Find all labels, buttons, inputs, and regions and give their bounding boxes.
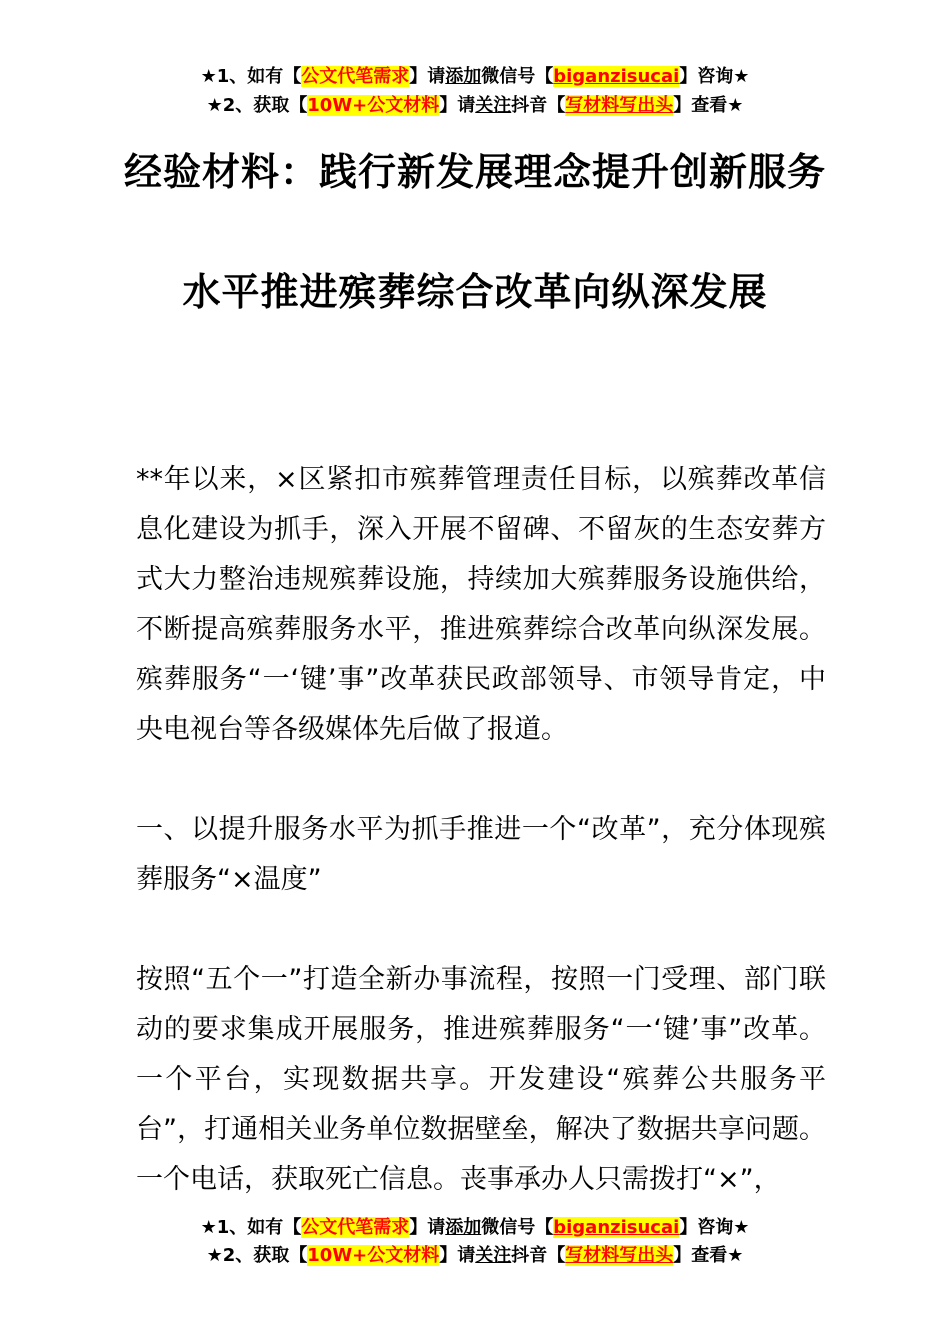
add-action-underline: 添加 [445, 66, 482, 87]
promo-text: 】查看★ [673, 95, 744, 116]
wechat-id-highlight: biganzisucai [553, 1217, 680, 1238]
promo-header-line1 [0, 62, 950, 91]
document-body [136, 455, 826, 1205]
promo-footer-line1 [0, 1214, 950, 1242]
materials-offer-highlight: 10W+公文材料 [307, 1245, 440, 1266]
promo-text: 】请 [409, 1217, 446, 1238]
douyin-handle-highlight: 写材料写出头 [565, 95, 674, 116]
promo-text: ★1、如有【 [200, 1217, 302, 1238]
document-title-line1: 经验材料：践行新发展理念提升创新服务 [123, 150, 826, 194]
promo-footer [0, 1214, 950, 1270]
add-action-underline: 添加 [445, 1217, 482, 1238]
promo-text: ★2、获取【 [206, 1245, 308, 1266]
promo-header-line2 [0, 91, 950, 120]
paragraph-section-1: 按照“五个一”打造全新办事流程，按照一门受理、部门联动的要求集成开展服务，推进殡葬服务“一‘键’事”改革。一个平台，实现数据共享。开发建设“殡葬公共服务平台”，打通相关业务单位数据壁垒，解决了数据共享问题。一个电话，获取死亡信息。丧事承办人只需拨打“×”， [136, 964, 826, 1195]
follow-action-underline: 关注 [475, 95, 512, 116]
promo-text: 】查看★ [673, 1245, 744, 1266]
promo-text: 】请 [439, 1245, 476, 1266]
materials-offer-highlight: 10W+公文材料 [307, 95, 440, 116]
promo-text: 抖音【 [511, 95, 566, 116]
promo-header [0, 62, 950, 120]
ghostwriting-service-highlight: 公文代笔需求 [301, 1217, 410, 1238]
ghostwriting-service-highlight: 公文代笔需求 [301, 66, 410, 87]
promo-text: ★1、如有【 [200, 66, 302, 87]
promo-text: 】请 [409, 66, 446, 87]
promo-text: 微信号【 [481, 1217, 554, 1238]
promo-text: 】请 [439, 95, 476, 116]
promo-text: 微信号【 [481, 66, 554, 87]
promo-footer-line2 [0, 1242, 950, 1270]
promo-text: 】咨询★ [679, 66, 750, 87]
follow-action-underline: 关注 [475, 1245, 512, 1266]
section-heading-1: 一、以提升服务水平为抓手推进一个“改革”，充分体现殡葬服务“×温度” [136, 814, 826, 895]
document-title-line2: 水平推进殡葬综合改革向纵深发展 [182, 270, 768, 314]
promo-text: 】咨询★ [679, 1217, 750, 1238]
promo-text: ★2、获取【 [206, 95, 308, 116]
douyin-handle-highlight: 写材料写出头 [565, 1245, 674, 1266]
wechat-id-highlight: biganzisucai [553, 66, 680, 87]
paragraph-intro: **年以来，×区紧扣市殡葬管理责任目标，以殡葬改革信息化建设为抓手，深入开展不留碑、不留灰的生态安葬方式大力整治违规殡葬设施，持续加大殡葬服务设施供给，不断提高殡葬服务水平，推进殡葬综合改革向纵深发展。殡葬服务“一‘键’事”改革获民政部领导、市领导肯定，中央电视台等各级媒体先后做了报道。 [136, 464, 826, 745]
promo-text: 抖音【 [511, 1245, 566, 1266]
